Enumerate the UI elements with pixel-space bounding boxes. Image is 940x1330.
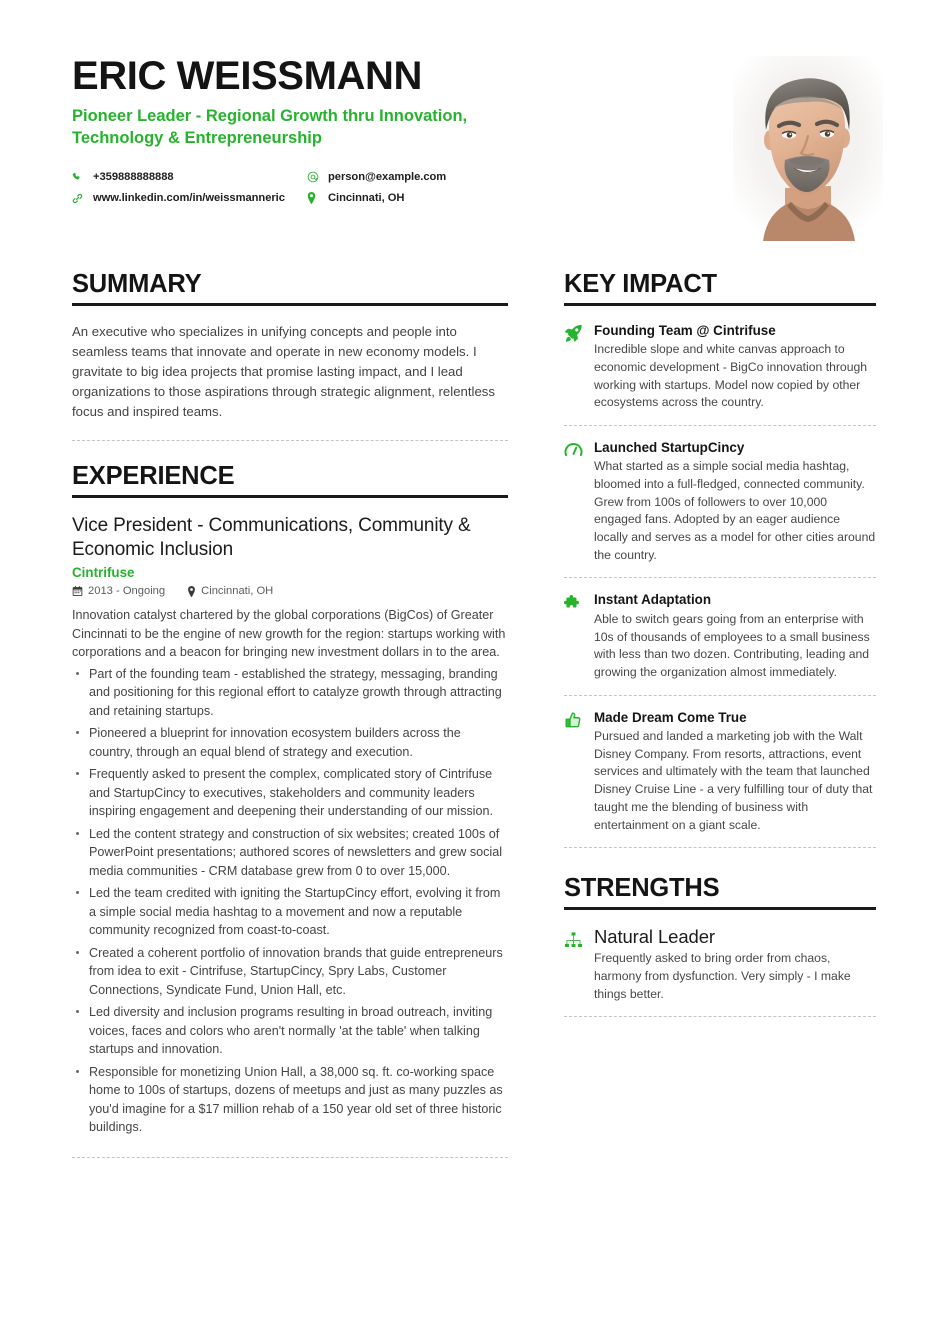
- key-impact-description: Pursued and landed a marketing job with the Walt Disney Company. From resorts, attractions, event services and ultimately with the team that launched Disney Cruise Line - a very fulfilling tour of duty that taught me the blending of business with entertainment on a giant scale.: [594, 729, 873, 832]
- contact-email[interactable]: [307, 171, 542, 183]
- job-bullet: Part of the founding team - established the strategy, messaging, branding and positioning for this regional effort to catalyze growth through attracting and retaining startups.: [72, 665, 508, 721]
- contact-linkedin[interactable]: [72, 192, 307, 204]
- key-impact-item: [564, 322, 876, 425]
- section-experience: [72, 463, 508, 1158]
- key-impact-body: [594, 322, 876, 412]
- link-icon: [72, 193, 88, 204]
- job-bullet-list: [72, 665, 508, 1137]
- key-impact-item: [564, 591, 876, 694]
- contact-location[interactable]: [307, 192, 542, 204]
- map-pin-icon: [307, 192, 323, 204]
- job-meta: [72, 585, 508, 597]
- job-company: Cintrifuse: [72, 565, 135, 581]
- portrait-photo: [733, 56, 883, 241]
- job-bullet: Responsible for monetizing Union Hall, a 38,000 sq. ft. co-working space home to 100s of startups, dozens of meetups and just as many puzzles as you'd imagine for a $17 million rehab of a 150 year old set of three historic buildings.: [72, 1063, 508, 1137]
- experience-heading: EXPERIENCE: [72, 462, 235, 491]
- section-spacer: [564, 861, 876, 875]
- summary-text: An executive who specializes in unifying concepts and people into seamless teams that innovate and operate in new economy models. I gravitate to big idea projects that promise lasting impact, and I lead organizations to those aspirations through strategic alignment, relentless focus and inspired teams.: [72, 323, 495, 420]
- at-email-icon: [307, 171, 323, 183]
- section-key-impact: [564, 271, 876, 848]
- job-bullet: Created a coherent portfolio of innovation brands that guide entrepreneurs from idea to exit - Cintrifuse, StartupCincy, Spry Labs, Customer Connections, Syndicate Fund, Union Hall, etc.: [72, 944, 508, 1000]
- professional-headline: Pioneer Leader - Regional Growth thru Innovation, Technology & Entrepreneurship: [72, 107, 468, 148]
- contact-info-grid: [72, 171, 542, 204]
- key-impact-description: Incredible slope and white canvas approach to economic development - BigCo innovation through working with startups. Model now copied by other ecosystems across the country.: [594, 342, 868, 410]
- resume-columns: [72, 271, 880, 1158]
- job-bullet: Led diversity and inclusion programs resulting in broad outreach, inviting voices, faces and colors who aren't normally 'at the table' when talking startups and innovation.: [72, 1003, 508, 1059]
- strengths-heading: STRENGTHS: [564, 874, 720, 903]
- phone-icon: [72, 172, 88, 183]
- left-column: [72, 271, 522, 1158]
- contact-location-value: Cincinnati, OH: [328, 192, 405, 205]
- resume-header: [72, 55, 880, 245]
- contact-email-value: person@example.com: [328, 171, 447, 184]
- key-impact-description: What started as a simple social media hashtag, bloomed into a full-fledged, connected community. Grew from 100s of followers to over 10,000 engaged fans. Adopted by an eager audience locally and serves as a model for other cities around the country.: [594, 459, 876, 562]
- section-strengths: [564, 875, 876, 1017]
- strengths-divider: [564, 1016, 876, 1017]
- avatar: [733, 56, 883, 241]
- key-impact-divider: [564, 425, 876, 426]
- rocket-icon: [564, 322, 594, 343]
- header-text-block: [72, 55, 542, 204]
- key-impact-title: Instant Adaptation: [594, 592, 712, 608]
- strengths-heading-rule: [564, 907, 876, 910]
- key-impact-divider: [564, 577, 876, 578]
- thumbs-up-icon: [564, 709, 594, 730]
- key-impact-divider: [564, 695, 876, 696]
- section-summary: [72, 271, 508, 441]
- right-column: [564, 271, 876, 1017]
- experience-entry: [72, 514, 508, 1157]
- page-title: ERIC WEISSMANN: [72, 54, 422, 98]
- job-title: Vice President - Communications, Community & Economic Inclusion: [72, 514, 471, 561]
- key-impact-item: [564, 439, 876, 578]
- summary-heading-rule: [72, 303, 508, 306]
- gauge-icon: [564, 439, 594, 460]
- job-description: Innovation catalyst chartered by the global corporations (BigCos) of Greater Cincinnati to be the engine of new growth for the region: startups working with corporations and a beacon for bringing new investment dollars in to the area.: [72, 608, 506, 660]
- key-impact-title: Founding Team @ Cintrifuse: [594, 322, 776, 338]
- job-bullet: Led the content strategy and construction of six websites; created 100s of PowerPoint presentations; authored scores of newsletters and grew social media communities - CRM database grew from 0 to over 15,000.: [72, 825, 508, 881]
- strength-body: [594, 926, 876, 1003]
- key-impact-divider: [564, 847, 876, 848]
- map-pin-icon: [187, 586, 196, 597]
- summary-heading: SUMMARY: [72, 270, 202, 298]
- key-impact-heading: KEY IMPACT: [564, 270, 717, 298]
- key-impact-title: Launched StartupCincy: [594, 439, 745, 455]
- job-bullet: Pioneered a blueprint for innovation ecosystem builders across the country, through an equal blend of strategy and execution.: [72, 724, 508, 761]
- job-bullet: Frequently asked to present the complex, complicated story of Cintrifuse and StartupCincy to executives, stakeholders and community leaders inspiring engagement and deepening their understanding of our mission.: [72, 765, 508, 821]
- job-location-value: Cincinnati, OH: [201, 585, 274, 598]
- key-impact-title: Made Dream Come True: [594, 709, 747, 725]
- experience-divider: [72, 1157, 508, 1158]
- key-impact-heading-rule: [564, 303, 876, 306]
- sitemap-icon: [564, 926, 594, 950]
- strength-title: Natural Leader: [594, 925, 715, 947]
- key-impact-body: [594, 591, 876, 681]
- strength-description: Frequently asked to bring order from chaos, harmony from dysfunction. Very simply - I make things better.: [594, 951, 851, 1001]
- calendar-icon: [72, 586, 83, 597]
- experience-heading-rule: [72, 495, 508, 498]
- strength-item: [564, 926, 876, 1016]
- section-spacer: [72, 441, 508, 463]
- contact-linkedin-value: www.linkedin.com/in/weissmanneric: [93, 192, 285, 205]
- key-impact-description: Able to switch gears going from an enterprise with 10s of thousands of employees to a small business with less than two dozen. Contributing, leading and growing the organization almost immediately.: [594, 611, 870, 679]
- puzzle-piece-icon: [564, 591, 594, 612]
- job-location: [187, 585, 273, 597]
- contact-phone[interactable]: [72, 171, 307, 183]
- key-impact-body: [594, 439, 876, 565]
- job-bullet: Led the team credited with igniting the StartupCincy effort, evolving it from a simple social media hashtag to a movement and now a reputable community recognized from coast-to-coast.: [72, 884, 508, 940]
- summary-body: [72, 322, 508, 440]
- job-dates: [72, 585, 165, 597]
- key-impact-body: [594, 709, 876, 835]
- contact-phone-value: +359888888888: [93, 171, 174, 184]
- key-impact-item: [564, 709, 876, 848]
- job-dates-value: 2013 - Ongoing: [88, 585, 166, 598]
